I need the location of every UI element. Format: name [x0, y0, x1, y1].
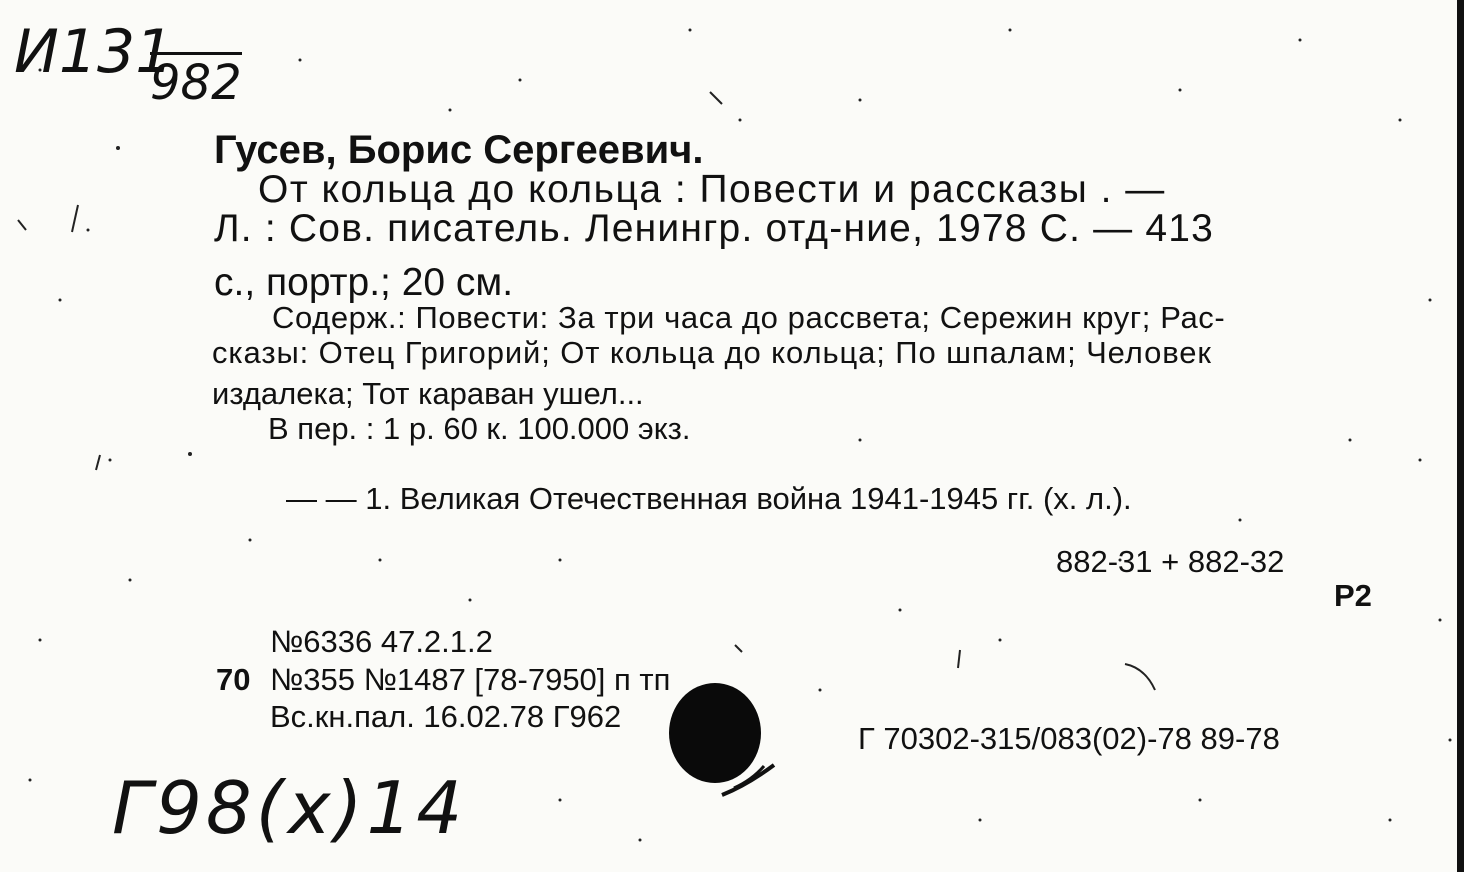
contents-line-3: издалека; Тот караван ушел...: [212, 376, 644, 411]
handwritten-shelf-mark: Г98(х)14: [112, 766, 467, 850]
registration-line-1: №6336 47.2.1.2: [270, 624, 493, 659]
price-and-print-run: В пер. : 1 р. 60 к. 100.000 экз.: [268, 411, 691, 446]
price-code: Г 70302-315/083(02)-78 89-78: [858, 721, 1280, 756]
registration-prefix: 70: [216, 662, 251, 697]
handwritten-call-number-superscript: 982: [150, 52, 242, 107]
contents-line-1: Содерж.: Повести: За три часа до рассвета; Сережин круг; Рас-: [272, 300, 1226, 335]
contents-line-2: сказы: Отец Григорий; От кольца до кольца; По шпалам; Человек: [212, 335, 1212, 370]
imprint-line: Л. : Сов. писатель. Ленингр. отд-ние, 1978 С. — 413: [214, 207, 1215, 250]
registration-line-3: Вс.кн.пал. 16.02.78 Г962: [270, 699, 622, 734]
handwritten-call-number: И131: [14, 17, 174, 87]
author-heading: Гусев, Борис Сергеевич.: [214, 128, 704, 172]
bbk-code: Р2: [1334, 578, 1372, 613]
physical-description: с., портр.; 20 см.: [214, 261, 514, 304]
subject-heading: — — 1. Великая Отечественная война 1941-1945 гг. (х. л.).: [286, 481, 1132, 516]
card-edge: [1457, 0, 1464, 872]
registration-line-2: №355 №1487 [78-7950] п тп: [270, 662, 671, 697]
title-line-1: От кольца до кольца : Повести и рассказы . —: [258, 168, 1166, 211]
udc-classification: 882-31 + 882-32: [1056, 544, 1285, 579]
